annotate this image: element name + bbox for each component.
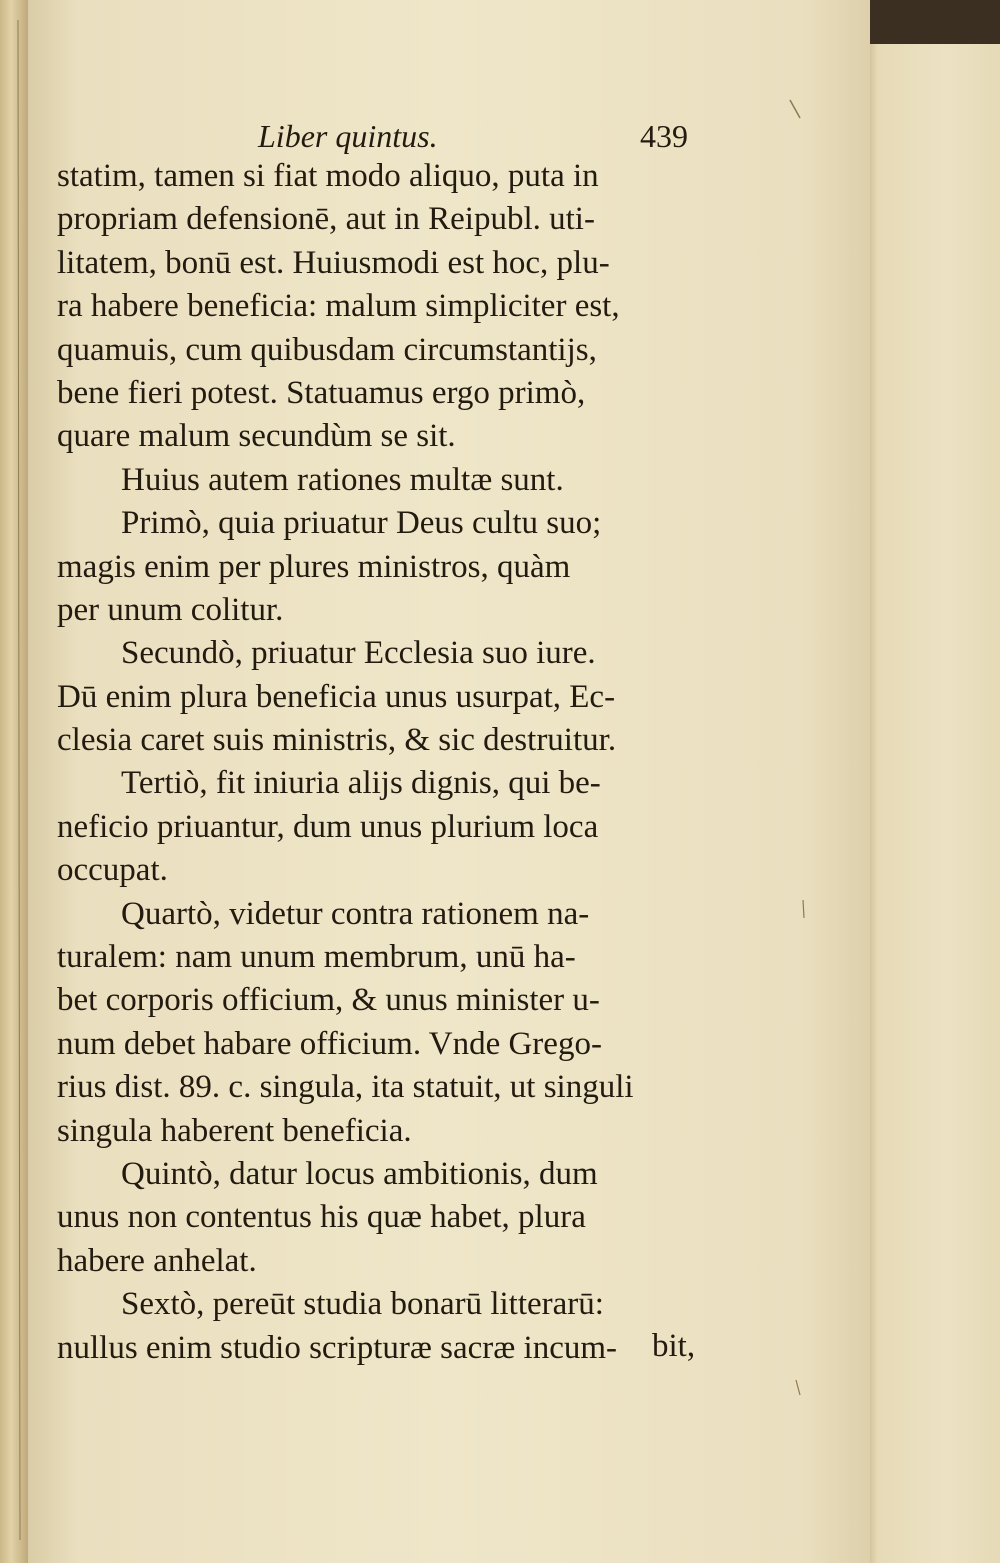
text-line: Tertiò, fit iniuria alijs dignis, qui be-: [121, 765, 601, 802]
text-line: neficio priuantur, dum unus plurium loca: [57, 808, 599, 845]
text-line: nullus enim studio scripturæ sacræ incum-: [57, 1329, 618, 1366]
text-line: clesia caret suis ministris, & sic destruitur.: [57, 722, 617, 759]
text-line: Primò, quia priuatur Deus cultu suo;: [121, 505, 602, 542]
text-line: Secundò, priuatur Ecclesia suo iure.: [121, 635, 596, 672]
text-line: singula haberent beneficia.: [57, 1112, 412, 1149]
text-line: Sextò, pereūt studia bonarū litterarū:: [121, 1286, 604, 1323]
text-line: quare malum secundùm se sit.: [57, 418, 456, 455]
text-line: Huius autem rationes multæ sunt.: [121, 461, 564, 498]
catchword: bit,: [652, 1328, 696, 1364]
body-text: [57, 155, 729, 1370]
text-line: ra habere beneficia: malum simpliciter est,: [57, 288, 620, 325]
text-line: litatem, bonū est. Huiusmodi est hoc, plu-: [57, 244, 610, 281]
text-line: unus non contentus his quæ habet, plura: [57, 1199, 586, 1236]
text-line: habere anhelat.: [57, 1242, 257, 1279]
text-line: propriam defensionē, aut in Reipubl. uti-: [57, 201, 595, 238]
text-line: num debet habare officium. Vnde Grego-: [57, 1025, 602, 1062]
text-line: Dū enim plura beneficia unus usurpat, Ec-: [57, 678, 616, 715]
text-line: rius dist. 89. c. singula, ita statuit, ut singuli: [57, 1069, 634, 1106]
text-line: quamuis, cum quibusdam circumstantijs,: [57, 331, 597, 368]
running-title: Liber quintus.: [258, 118, 438, 154]
text-line: bet corporis officium, & unus minister u-: [57, 982, 600, 1019]
text-line: per unum colitur.: [57, 591, 284, 628]
text-line: Quintò, datur locus ambitionis, dum: [121, 1155, 598, 1192]
page-number: 439: [640, 118, 688, 154]
text-line: bene fieri potest. Statuamus ergo primò,: [57, 374, 586, 411]
text-line: Quartò, videtur contra rationem na-: [121, 895, 590, 932]
text-line: magis enim per plures ministros, quàm: [57, 548, 571, 585]
text-line: statim, tamen si fiat modo aliquo, puta in: [57, 158, 599, 194]
page-fore-edge: [862, 44, 1000, 1563]
running-header: [0, 116, 870, 156]
binding-edge: [0, 0, 28, 1563]
text-line: turalem: nam unum membrum, unū ha-: [57, 939, 576, 976]
text-line: occupat.: [57, 852, 168, 889]
